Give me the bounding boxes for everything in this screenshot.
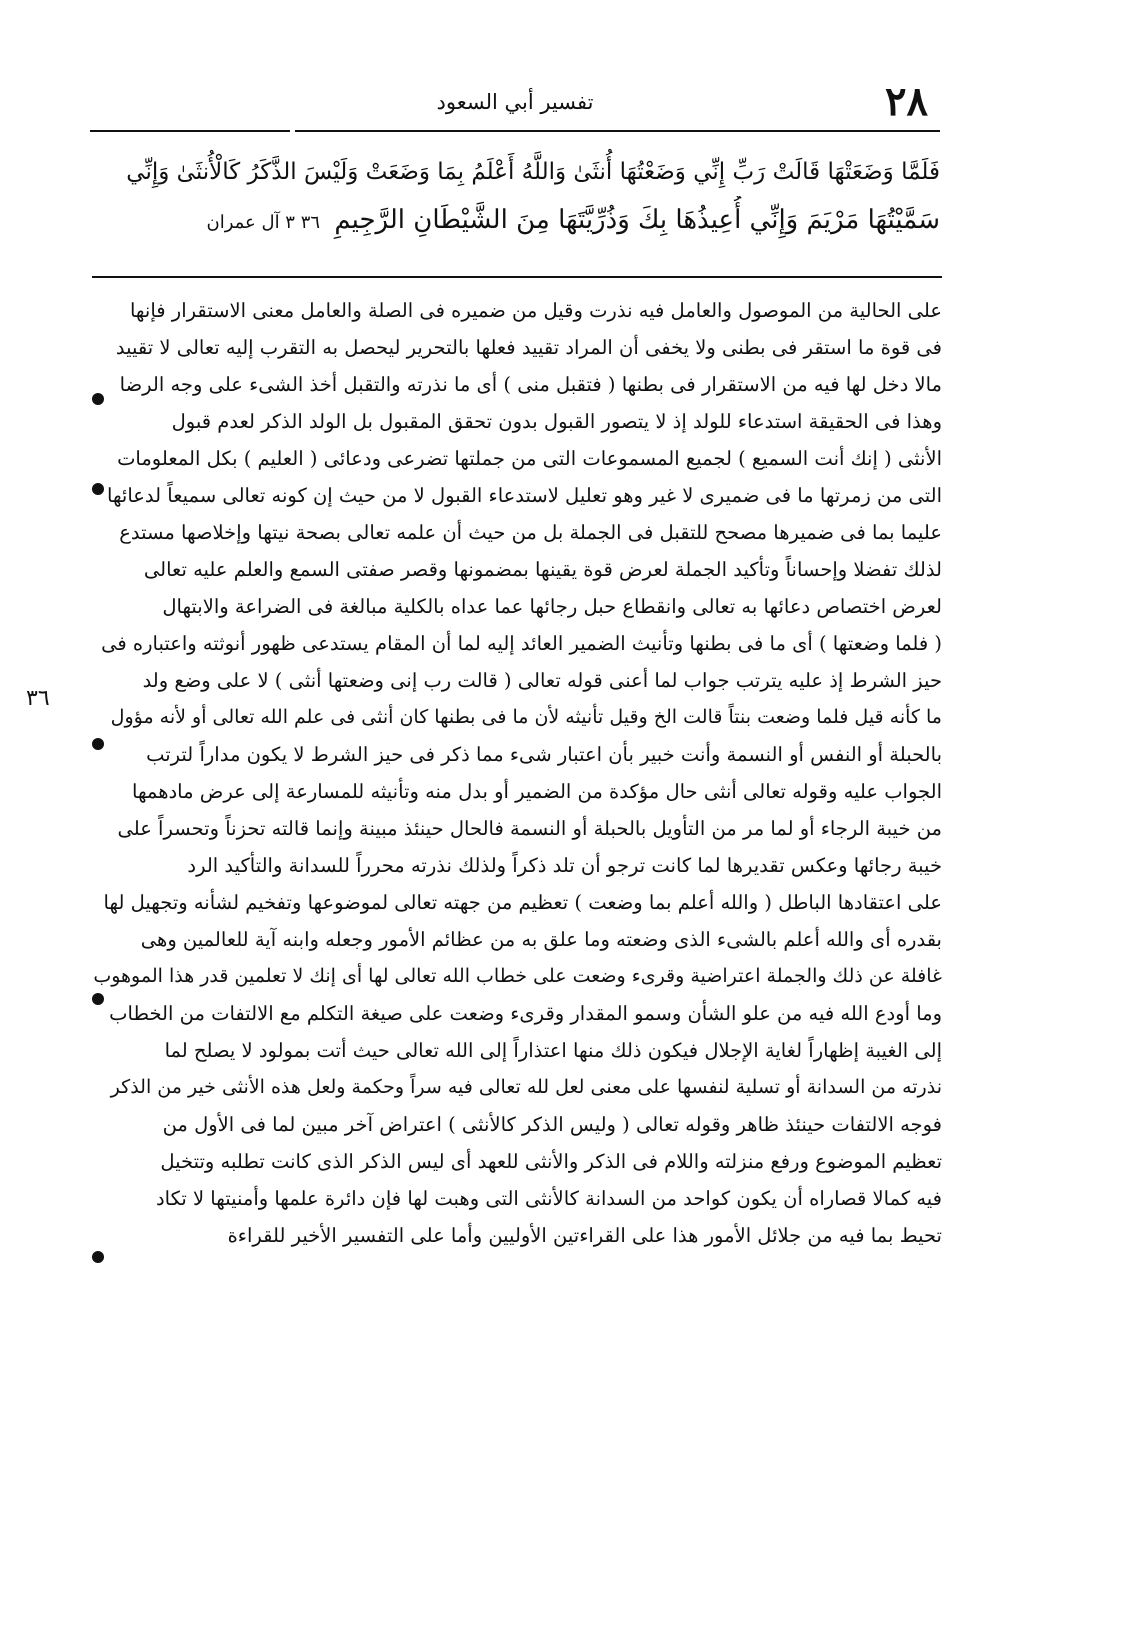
text-line: ( فلما وضعتها ) أى ما فى بطنها وتأنيث الضمير العائد إليه لما أن المقام يستدعى ظهور أنوثته واعتباره فى (101, 632, 942, 655)
text-line: مالا دخل لها فيه من الاستقرار فى بطنها ( فتقبل منى ) أى ما نذرته والتقبل أخذ الشىء على وجه الرضا (119, 373, 942, 396)
paragraph-bullet (92, 993, 104, 1005)
verse-line (120, 196, 940, 247)
text-line: وهذا فى الحقيقة استدعاء للولد إذ لا يتصور القبول بدون تحقق المقبول بل الولد الذكر لعدم قبول (171, 410, 942, 433)
text-line: على الحالية من الموصول والعامل فيه نذرت وقيل من ضميره فى الصلة والعامل معنى الاستقرار فإنها (129, 299, 942, 322)
text-line: ما كأنه قيل فلما وضعت بنتاً قالت الخ وقيل تأنيثه لأن ما فى بطنها كان أنثى فى علم الله تعالى أو لأنه مؤول (110, 706, 942, 728)
page-number: ٢٨ (885, 78, 928, 125)
paragraph-bullet (92, 393, 104, 405)
text-line: فوجه الالتفات حينئذ ظاهر وقوله تعالى ( وليس الذكر كالأنثى ) اعتراض آخر مبين لما فى الأول من (162, 1113, 942, 1136)
verse-divider-rule (92, 276, 942, 278)
text-line: الجواب عليه وقوله تعالى أنثى حال مؤكدة من الضمير أو بدل منه وتأنيثه للمسارعة إلى عرض مادهمها (132, 780, 942, 803)
header-rule-long (295, 130, 940, 132)
text-line: تحيط بما فيه من جلائل الأمور هذا على القراءتين الأوليين وأما على التفسير الأخير للقراءة (227, 1224, 942, 1247)
book-title: تفسير أبي السعود (436, 90, 594, 114)
text-line: تعظيم الموضوع ورفع منزلته واللام فى الذكر والأنثى للعهد أى ليس الذكر الذى كانت تطلبه وتتخيل (160, 1150, 942, 1173)
text-line: بالحبلة أو النفس أو النسمة وأنت خبير بأن اعتبار شىء مما ذكر فى حيز الشرط لا يكون مداراً لترتب (146, 743, 942, 766)
paragraph-bullet (92, 1251, 104, 1263)
text-line: على اعتقادها الباطل ( والله أعلم بما وضعت ) تعظيم من جهته تعالى لموضوعها وتفخيم لشأنه وتجهيل لها (103, 891, 942, 914)
text-line: غافلة عن ذلك والجملة اعتراضية وقرىء وضعت على خطاب الله تعالى لها أى إنك لا تعلمين قدر هذا الموهوب (93, 965, 942, 987)
verse-line: فَلَمَّا وَضَعَتْهَا قَالَتْ رَبِّ إِنِّي وَضَعْتُهَا أُنثَىٰ وَاللَّهُ أَعْلَمُ بِمَا وَضَعَتْ وَلَيْسَ الذَّكَرُ كَالْأُنثَىٰ وَإِنِّي (126, 159, 940, 185)
paragraph-bullet (92, 483, 104, 495)
text-line: عليما بما فى ضميرها مصحح للتقبل فى الجملة بل من حيث أن علمه تعالى بصحة نيتها وإخلاصها مستدع (119, 521, 942, 544)
text-line: حيز الشرط إذ عليه يترتب جواب لما أعنى قوله تعالى ( قالت رب إنى وضعتها أنثى ) لا على وضع ولد (142, 669, 942, 692)
text-line: إلى الغيبة إظهاراً لغاية الإجلال فيكون ذلك منها اعتذاراً إلى الله تعالى حيث أتت بمولود لا يصلح لما (164, 1039, 942, 1062)
text-line: لعرض اختصاص دعائها به تعالى وانقطاع حبل رجائها عما عداه بالكلية مبالغة فى الضراعة والابتهال (162, 595, 942, 618)
text-line: فيه كمالا قصاراه أن يكون كواحد من السدانة كالأنثى التى وهبت لها فإن دائرة علمها وأمنيتها لا تكاد (155, 1187, 942, 1210)
text-line: نذرته من السدانة أو تسلية لنفسها على معنى لعل لله تعالى فيه سراً وحكمة ولعل هذه الأنثى خير من الذكر (110, 1076, 942, 1098)
text-line: خيبة رجائها وعكس تقديرها لما كانت ترجو أن تلد ذكراً ولذلك نذرته محرراً للسدانة والتأكيد الرد (187, 854, 942, 877)
running-header (90, 78, 940, 136)
text-line: التى من زمرتها ما فى ضميرى لا غير وهو تعليل لاستدعاء القبول لا من حيث إن كونه تعالى سميعاً لدعائها (107, 484, 942, 507)
paragraph-bullet (92, 738, 104, 750)
margin-verse-number: ٣٦ (26, 686, 50, 711)
text-line: الأنثى ( إنك أنت السميع ) لجميع المسموعات التى من جملتها تضرعى ودعائى ( العليم ) بكل المعلومات (117, 447, 942, 470)
verse-reference: ٣٦ ٣ آل عمران (206, 212, 321, 233)
text-line: من خيبة الرجاء أو لما مر من التأويل بالحبلة أو النسمة فالحال حينئذ مبينة وإنما قالته تحزناً وتحسراً على (117, 817, 942, 840)
text-line: فى قوة ما استقر فى بطنى ولا يخفى أن المراد تقييد فعلها بالتحرير ليحصل به التقرب إليه تعالى لا تقييد (115, 336, 942, 359)
text-line: وما أودع الله فيه من علو الشأن وسمو المقدار وقرىء وضعت على صيغة التكلم مع الالتفات من الخطاب (109, 1002, 942, 1025)
text-line: بقدره أى والله أعلم بالشىء الذى وضعته وما علق به من عظائم الأمور وجعله وابنه آية للعالمين وهى (140, 928, 942, 951)
quranic-verse-block (120, 148, 940, 247)
text-line: لذلك تفضلا وإحساناً وتأكيد الجملة لعرض قوة يقينها بمضمونها وقصر صفتى السمع والعلم عليه تعالى (143, 558, 942, 581)
verse-text: سَمَّيْتُهَا مَرْيَمَ وَإِنِّي أُعِيذُهَا بِكَ وَذُرِّيَّتَهَا مِنَ الشَّيْطَانِ الرَّجِيمِ (334, 205, 940, 235)
header-rule-short (90, 130, 290, 132)
commentary-text (92, 292, 942, 1254)
